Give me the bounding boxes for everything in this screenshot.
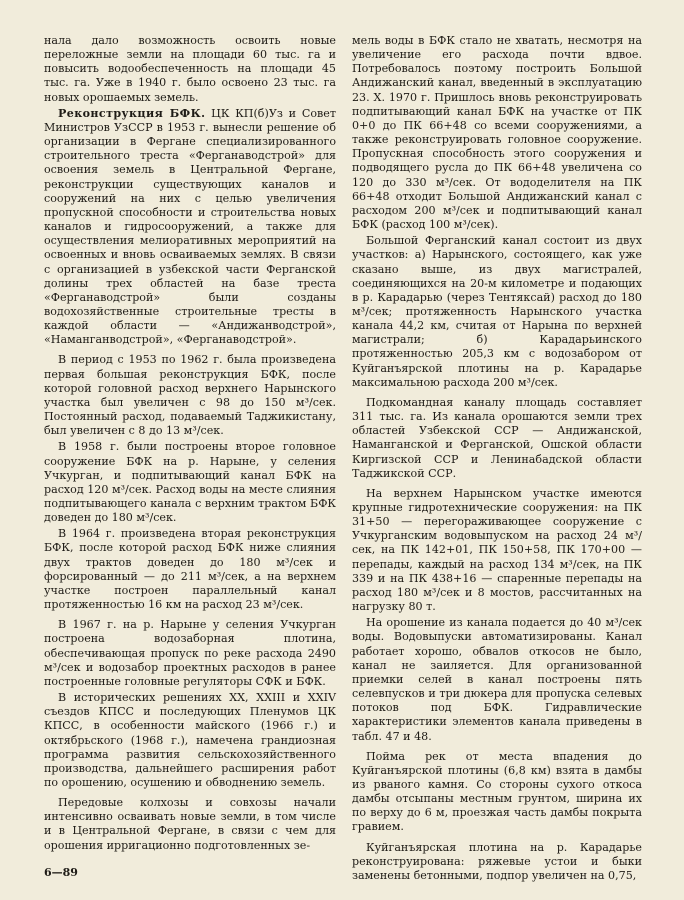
right-column [352,34,642,883]
paragraph: В 1967 г. на р. Нарыне у селения Учкурган построена водозаборная плотина, обеспечивающая пропуск по реке расхода 2490 м³/сек и водозабор проектных расходов в ранее построенные головные регуляторы СФК и БФК. [44,618,336,688]
paragraph: Большой Ферганский канал состоит из двух участков: а) Нарынского, состоящего, как уже сказано выше, из двух магистралей, соединяющихся на 20-м километре и подающих в р. Карадарью (через Тентяксай) расход до 180 м³/сек; протяженность Нарынского участка канала 44,2 км, считая от Нарына по верхней магистрали; б) Карадарьинского протяженностью 205,3 км с водозабором от Куйганъярской плотины на р. Карадарье максимальною расхода 200 м³/сек. [352,234,642,389]
paragraph: Пойма рек от места впадения до Куйганъярской плотины (6,8 км) взята в дамбы из рваного камня. Со стороны сухого откоса дамбы отсыпаны местным грунтом, ширина их по верху до 6 м, проезжая часть дамбы покрыта гравием. [352,749,642,834]
paragraph: На верхнем Нарынском участке имеются крупные гидротехнические сооружения: на ПК 31+50 — перегораживающее сооружение с Учкурганским водовыпуском на расход 24 м³/сек, на ПК 142+01, ПК 150+58, ПК 170+00 — перепады, каждый на расход 134 м³/сек, на ПК 339 и на ПК 438+16 — спаренные перепады на расход 180 м³/сек и 8 мостов, рассчитанных на нагрузку 80 т. [352,486,642,614]
paragraph: Подкомандная каналу площадь составляет 311 тыс. га. Из канала орошаются земли трех областей Узбекской ССР — Андижанской, Наманганской и Ферганской, Ошской области Киргизской ССР и Ленинабадской области Таджикской ССР. [352,395,642,480]
paragraph: В период с 1953 по 1962 г. была произведена первая большая реконструкция БФК, после которой головной расход верхнего Нарынского участка был увеличен с 98 до 150 м³/сек. Постоянный расход, подаваемый Таджикистану, был увеличен с 8 до 13 м³/сек. [44,353,336,438]
printer-signature: 6—89 [44,866,78,879]
paragraph: В 1958 г. были построены второе головное сооружение БФК на р. Нарыне, у селения Учкурган, и подпитывающий канал БФК на расход 120 м³/сек. Расход воды на месте слияния подпитывающего канала с верхним трактом БФК доведен до 180 м³/сек. [44,440,336,525]
paragraph: В 1964 г. произведена вторая реконструкция БФК, после которой расход БФК ниже слияния двух трактов доведен до 180 м³/сек и форсированный — до 211 м³/сек, а на верхнем участке построен параллельный канал протяженностью 16 км на расход 23 м³/сек. [44,527,336,612]
section-heading: Реконструкция БФК. [58,106,206,120]
paragraph: В исторических решениях XX, XXIII и XXIV съездов КПСС и последующих Пленумов ЦК КПСС, в особенности майского (1966 г.) и октябрьского (1968 г.), намечена грандиозная программа развития сельскохозяйственного производства, дальнейшего расширения работ по орошению, осушению и обводнению земель. [44,691,336,789]
left-column [44,34,336,853]
paragraph: мель воды в БФК стало не хватать, несмотря на увеличение его расхода почти вдвое. Потребовалось поэтому построить Большой Андижанский канал, введенный в эксплуатацию 23. X. 1970 г. Пришлось вновь реконструировать подпитывающий канал БФК на участке от ПК 0+0 до ПК 66+48 со всеми сооружениями, а также реконструировать головное сооружение. Пропускная способность этого сооружения и подводящего русла до ПК 66+48 увеличена со 120 до 330 м³/сек. От вододелителя на ПК 66+48 отходит Большой Андижанский канал с расходом 200 м³/сек и подпитывающий канал БФК (расход 100 м³/сек). [352,34,642,232]
paragraph: На орошение из канала подается до 40 м³/сек воды. Водовыпуски автоматизированы. Канал работает хорошо, обвалов откосов не было, канал не заиляется. Для организованной приемки селей в канал построены пять селевпусков и три дюкера для пропуска селевых потоков под БФК. Гидравлические характеристики элементов канала приведены в табл. 47 и 48. [352,616,642,743]
paragraph: нала дало возможность освоить новые переложные земли на площади 60 тыс. га и повысить водообеспеченность на площади 45 тыс. га. Уже в 1940 г. было освоено 23 тыс. га новых орошаемых земель. [44,34,336,104]
paragraph: Реконструкция БФК. ЦК КП(б)Уз и Совет Министров УзССР в 1953 г. вынесли решение об организации в Фергане специализированного строительного треста «Ферганаводстрой» для освоения земель в Центральной Фергане, реконструкции существующих каналов и сооружений на них с целью увеличения пропускной способности и строительства новых каналов и гидросооружений, а также для осуществления мелиоративных мероприятий на освоенных и вновь осваиваемых землях. В связи с организацией в узбекской части Ферганской долины трех областей на базе треста «Ферганаводстрой» были созданы водохозяйственные строительные тресты в каждой области — «Андижанводстрой», «Наманганводстрой», «Ферганаводстрой». [44,106,336,347]
paragraph: Куйганъярская плотина на р. Карадарье реконструирована: ряжевые устои и быки заменены бетонными, подпор увеличен на 0,75, [352,840,642,882]
paragraph: Передовые колхозы и совхозы начали интенсивно осваивать новые земли, в том числе и в Центральной Фергане, в связи с чем для орошения ирригационно подготовленных зе- [44,796,336,852]
